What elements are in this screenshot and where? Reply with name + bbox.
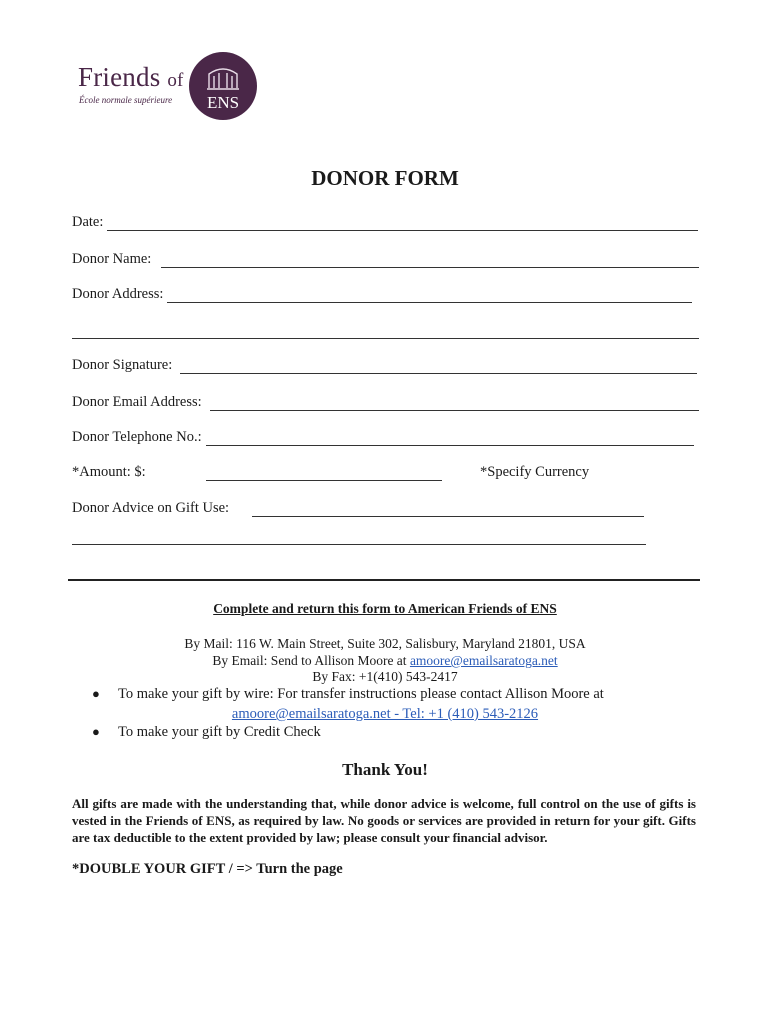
double-gift-note: *DOUBLE YOUR GIFT / => Turn the page bbox=[72, 861, 343, 877]
credit-bullet bbox=[92, 724, 321, 741]
logo-subtitle: École normale supérieure bbox=[79, 95, 173, 105]
fax-number: By Fax: +1(410) 543-2417 bbox=[312, 669, 458, 684]
donor-telephone-label: Donor Telephone No.: bbox=[72, 429, 202, 445]
logo-name: Friends bbox=[78, 62, 161, 92]
gift-use-line-2[interactable] bbox=[72, 543, 646, 545]
donor-signature-label: Donor Signature: bbox=[72, 357, 173, 373]
donor-address-line-2[interactable] bbox=[72, 337, 699, 339]
gift-use-line[interactable] bbox=[252, 502, 644, 517]
section-divider bbox=[68, 579, 700, 581]
date-line[interactable] bbox=[107, 216, 698, 231]
donor-address-field[interactable] bbox=[72, 286, 692, 303]
wire-contact bbox=[0, 706, 770, 723]
bullet-icon: ● bbox=[92, 686, 100, 701]
wire-contact-link[interactable]: amoore@emailsaratoga.net - Tel: +1 (410) 543-2126 bbox=[231, 706, 539, 722]
donor-email-line[interactable] bbox=[210, 396, 699, 411]
specify-currency-label: *Specify Currency bbox=[480, 464, 590, 480]
email-line bbox=[0, 653, 770, 669]
logo-wordmark bbox=[78, 62, 184, 93]
gift-use-label: Donor Advice on Gift Use: bbox=[72, 500, 230, 516]
donor-name-line[interactable] bbox=[161, 253, 699, 268]
credit-text: To make your gift by Credit Check bbox=[118, 724, 321, 740]
ens-logo-icon bbox=[189, 52, 257, 120]
bullet-icon: ● bbox=[92, 724, 100, 739]
disclaimer-paragraph: All gifts are made with the understanding that, while donor advice is welcome, full control on the use of gifts is vested in the Friends of ENS, as required by law. No goods or services are provided in return for your gift. Gifts are tax deductible to the extent provided by law; please consult your financial advisor. bbox=[72, 796, 696, 845]
form-title: DONOR FORM bbox=[311, 166, 459, 190]
donor-name-field[interactable] bbox=[72, 251, 699, 268]
amount-label: *Amount: $: bbox=[72, 464, 146, 480]
logo-monogram: ENS bbox=[206, 93, 240, 112]
email-link[interactable]: amoore@emailsaratoga.net bbox=[409, 653, 558, 668]
thank-you-heading: Thank You! bbox=[342, 760, 428, 779]
return-heading: Complete and return this form to American Friends of ENS bbox=[213, 601, 557, 616]
wire-bullet bbox=[92, 686, 604, 703]
date-label: Date: bbox=[72, 214, 104, 230]
donor-name-label: Donor Name: bbox=[72, 251, 152, 267]
wire-text: To make your gift by wire: For transfer instructions please contact Allison Moore at bbox=[118, 686, 604, 702]
donor-signature-field[interactable] bbox=[72, 357, 697, 374]
donor-address-label: Donor Address: bbox=[72, 286, 164, 302]
donor-email-field[interactable] bbox=[72, 394, 699, 411]
donor-signature-line[interactable] bbox=[180, 359, 697, 374]
donor-email-label: Donor Email Address: bbox=[72, 394, 202, 410]
donor-telephone-line[interactable] bbox=[206, 431, 694, 446]
donor-telephone-field[interactable] bbox=[72, 429, 694, 446]
date-field[interactable] bbox=[72, 214, 698, 231]
mail-address: By Mail: 116 W. Main Street, Suite 302, Salisbury, Maryland 21801, USA bbox=[184, 636, 586, 651]
amount-line[interactable] bbox=[206, 466, 442, 481]
logo-of: of bbox=[167, 70, 184, 91]
donor-address-line[interactable] bbox=[167, 288, 692, 303]
email-prefix: By Email: Send to Allison Moore at bbox=[212, 653, 410, 668]
